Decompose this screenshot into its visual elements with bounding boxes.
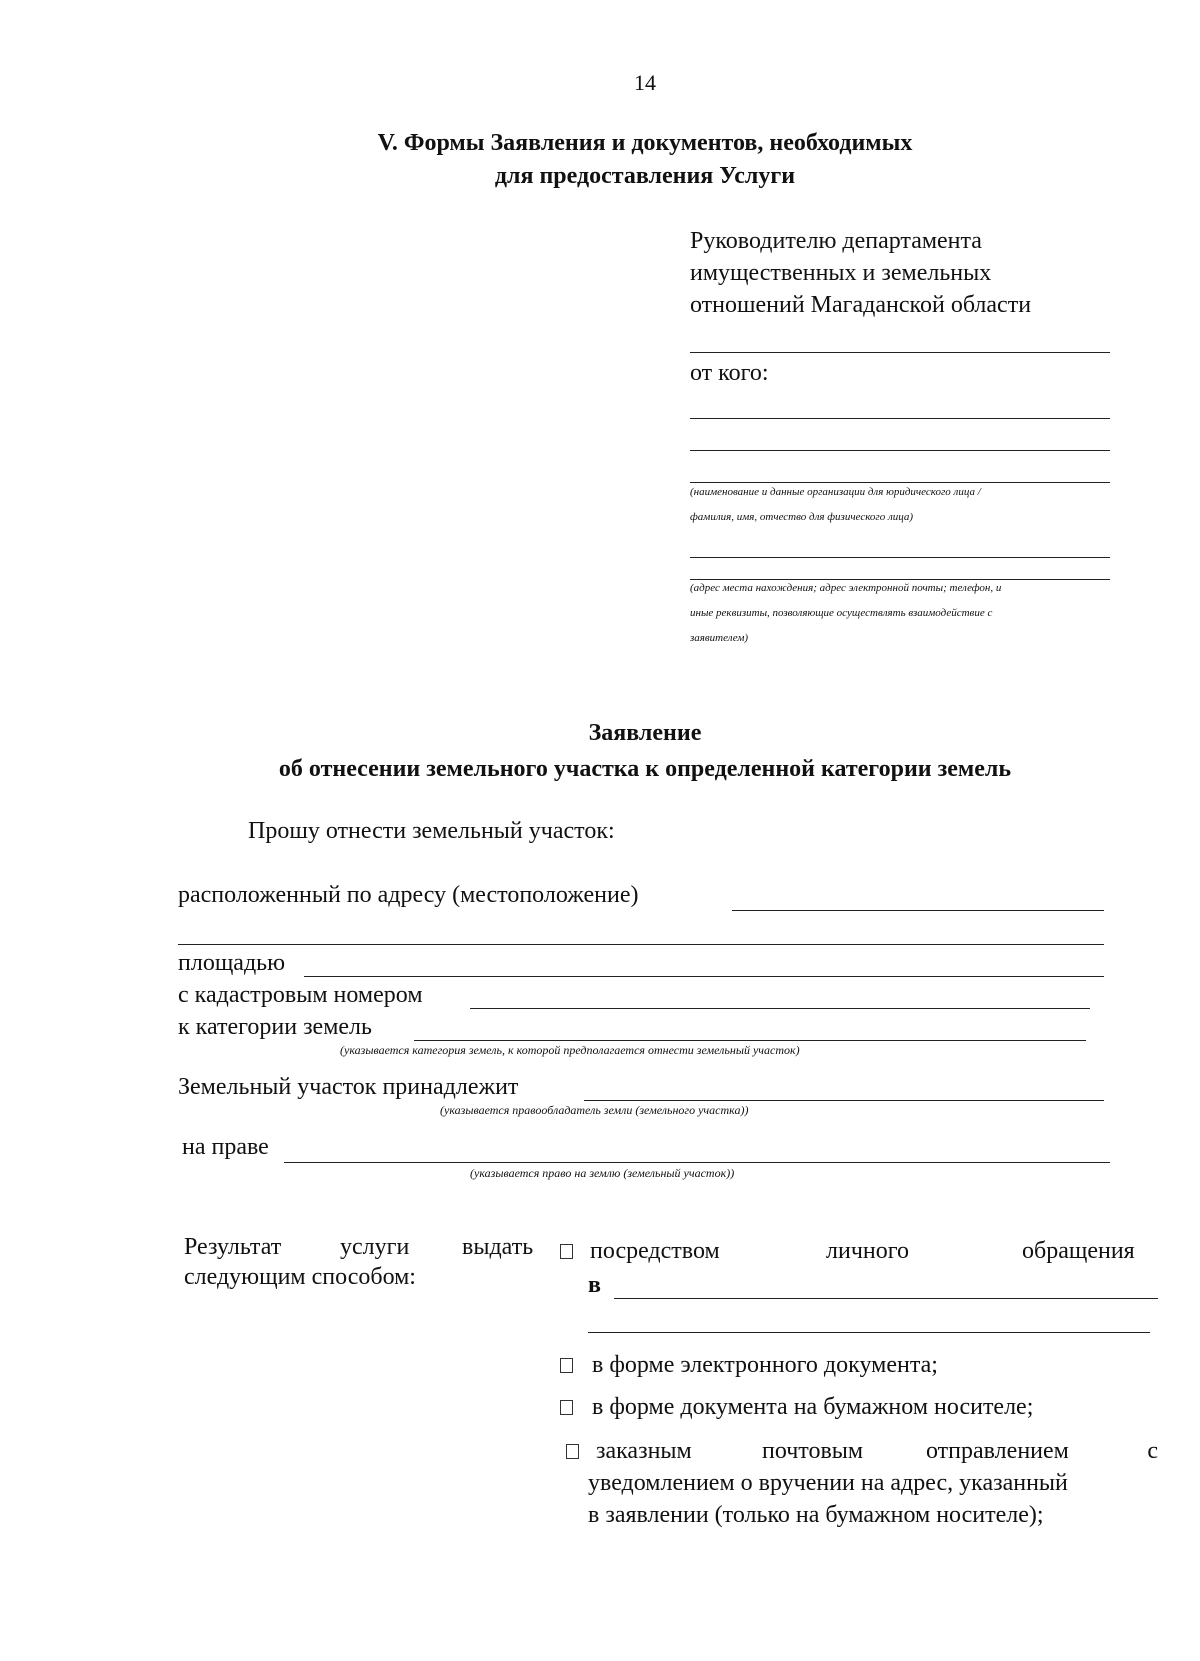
- option-personal-office-field[interactable]: [614, 1298, 1158, 1299]
- option-mail-word3: отправлением: [926, 1438, 1069, 1464]
- applicant-address-line-1[interactable]: [690, 557, 1110, 558]
- land-category-field[interactable]: [414, 1040, 1086, 1041]
- applicant-name-line-3[interactable]: [690, 482, 1110, 483]
- option-mail-line3: в заявлении (только на бумажном носителе);: [588, 1502, 1044, 1528]
- owner-field[interactable]: [584, 1100, 1104, 1101]
- applicant-address-line-2[interactable]: [690, 579, 1110, 580]
- addressee-blank-line[interactable]: [690, 352, 1110, 353]
- option-mail-word2: почтовым: [762, 1438, 864, 1464]
- location-field[interactable]: [732, 910, 1104, 911]
- applicant-address-note-line1: (адрес места нахождения; адрес электронной почты; телефон, и: [690, 582, 1002, 594]
- option-personal-in-label: в: [588, 1272, 601, 1298]
- option-mail-word1: заказным: [596, 1438, 692, 1464]
- category-note: (указывается категория земель, к которой предполагается отнести земельный участок): [340, 1043, 800, 1057]
- result-label-line2: следующим способом:: [184, 1264, 416, 1290]
- applicant-address-note-line2: иные реквизиты, позволяющие осуществлять взаимодействие с: [690, 607, 993, 619]
- applicant-address-note-line3: заявителем): [690, 632, 749, 644]
- area-label: площадью: [178, 950, 286, 976]
- option-mail-line2: уведомлением о вручении на адрес, указанный: [588, 1470, 1068, 1496]
- option-personal-word1: посредством: [590, 1238, 720, 1264]
- applicant-name-line-1[interactable]: [690, 418, 1110, 419]
- option-paper-checkbox[interactable]: [560, 1400, 573, 1415]
- section-title-line2: для предоставления Услуги: [494, 163, 796, 189]
- option-personal-word3: обращения: [1022, 1238, 1135, 1264]
- area-field[interactable]: [304, 976, 1104, 977]
- owner-note: (указывается правообладатель земли (земельного участка)): [440, 1103, 749, 1117]
- right-note: (указывается право на землю (земельный участок)): [470, 1166, 735, 1180]
- right-label: на праве: [182, 1134, 269, 1160]
- land-right-field[interactable]: [284, 1162, 1110, 1163]
- addressee-line1: Руководителю департамента: [690, 228, 982, 254]
- location-field-continued[interactable]: [178, 944, 1104, 945]
- option-mail-checkbox[interactable]: [566, 1444, 579, 1459]
- cadastral-label: с кадастровым номером: [178, 982, 423, 1008]
- option-personal-office-field-continued[interactable]: [588, 1332, 1150, 1333]
- from-label: от кого:: [690, 360, 769, 386]
- location-label: расположенный по адресу (местоположение): [178, 882, 639, 908]
- result-label-word3: выдать: [462, 1234, 534, 1260]
- option-paper-label: в форме документа на бумажном носителе;: [592, 1394, 1034, 1420]
- page-number: 14: [634, 70, 656, 95]
- applicant-name-note-line1: (наименование и данные организации для юридического лица /: [690, 486, 981, 498]
- option-electronic-label: в форме электронного документа;: [592, 1352, 938, 1378]
- addressee-line2: имущественных и земельных: [690, 260, 992, 286]
- option-mail-word4: с: [1147, 1438, 1158, 1464]
- applicant-name-note-line2: фамилия, имя, отчество для физического лица): [690, 511, 914, 523]
- intro-text: Прошу отнести земельный участок:: [248, 818, 615, 844]
- option-electronic-checkbox[interactable]: [560, 1358, 573, 1373]
- applicant-name-line-2[interactable]: [690, 450, 1110, 451]
- result-label-word1: Результат: [184, 1234, 282, 1260]
- option-personal-checkbox[interactable]: [560, 1244, 573, 1259]
- option-personal-word2: личного: [826, 1238, 909, 1264]
- result-label-word2: услуги: [340, 1234, 410, 1260]
- application-title: Заявление: [588, 720, 702, 746]
- application-subtitle: об отнесении земельного участка к определенной категории земель: [278, 756, 1012, 782]
- category-label: к категории земель: [178, 1014, 372, 1040]
- section-title-line1: V. Формы Заявления и документов, необходимых: [377, 130, 913, 156]
- cadastral-number-field[interactable]: [470, 1008, 1090, 1009]
- addressee-line3: отношений Магаданской области: [690, 292, 1032, 318]
- owner-label: Земельный участок принадлежит: [178, 1074, 519, 1100]
